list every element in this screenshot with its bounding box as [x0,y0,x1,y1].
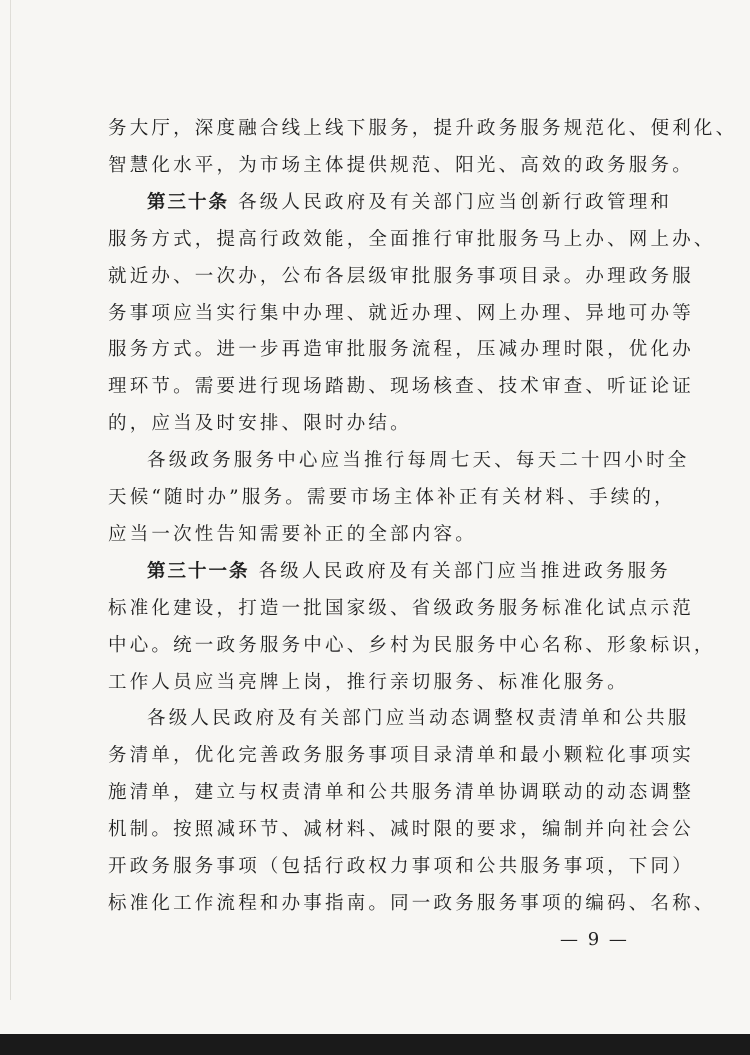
line-text: 理环节。需要进行现场踏勘、现场核查、技术审查、听证论证 [108,376,694,398]
page-number: — 9 — [560,929,629,950]
line-text: 服务方式。进一步再造审批服务流程，压减办理时限，优化办 [108,339,694,361]
article-paragraph-line [147,187,673,219]
line-text: 务清单，优化完善政务服务事项目录清单和最小颗粒化事项实 [108,745,694,767]
line-text: 智慧化水平，为市场主体提供规范、阳光、高效的政务服务。 [108,154,694,176]
paragraph-line [108,334,694,366]
paragraph-line [108,777,694,809]
paragraph-line [108,371,694,403]
paragraph-line [108,888,716,920]
line-text: 务大厅，深度融合线上线下服务，提升政务服务规范化、便利化、 [108,118,738,139]
line-text: 各级人民政府及有关部门应当动态调整权责清单和公共服 [147,708,690,730]
paragraph-line [108,482,676,514]
line-text: 中心。统一政务服务中心、乡村为民服务中心名称、形象标识， [108,634,716,656]
line-text: 务事项应当实行集中办理、就近办理、网上办理、异地可办等 [108,302,694,324]
article-heading: 第三十一条 [147,560,250,582]
line-text: 各级人民政府及有关部门应当创新行政管理和 [229,191,673,213]
article-paragraph-line [147,556,671,588]
article-heading: 第三十条 [147,191,230,213]
paragraph-line [108,593,694,625]
line-text: 应当一次性告知需要补正的全部内容。 [108,523,477,545]
paragraph-line [108,150,694,182]
paragraph-line [108,519,668,551]
paragraph-line [147,703,690,735]
paragraph-line [108,408,668,440]
line-text: 标准化建设，打造一批国家级、省级政务服务标准化试点示范 [108,597,694,619]
line-text: 标准化工作流程和办事指南。同一政务服务事项的编码、名称、 [108,892,716,914]
scan-bottom-edge [0,1034,750,1055]
line-text: 机制。按照减环节、减材料、减时限的要求，编制并向社会公 [108,819,694,841]
line-text: 天候“随时办”服务。需要市场主体补正有关材料、手续的， [108,487,676,508]
paragraph-line [108,667,668,699]
binding-edge-line [10,0,11,1000]
line-text: 的，应当及时安排、限时办结。 [108,413,412,435]
paragraph-line [108,851,694,883]
paragraph-line [108,630,716,662]
paragraph-line [108,261,694,293]
line-text: 工作人员应当亮牌上岗，推行亲切服务、标准化服务。 [108,671,629,693]
paragraph-line [108,814,694,846]
paragraph-line [108,740,694,772]
paragraph-line [108,224,716,256]
line-text: 开政务服务事项（包括行政权力事项和公共服务事项，下同） [108,856,694,877]
paragraph-line [108,113,738,145]
paragraph-line [108,298,694,330]
line-text: 服务方式，提高行政效能，全面推行审批服务马上办、网上办、 [108,228,716,250]
paragraph-line [147,445,690,477]
line-text: 各级人民政府及有关部门应当推进政务服务 [249,560,671,582]
line-text: 就近办、一次办，公布各层级审批服务事项目录。办理政务服 [108,265,694,287]
line-text: 施清单，建立与权责清单和公共服务清单协调联动的动态调整 [108,782,694,804]
line-text: 各级政务服务中心应当推行每周七天、每天二十四小时全 [147,450,690,472]
